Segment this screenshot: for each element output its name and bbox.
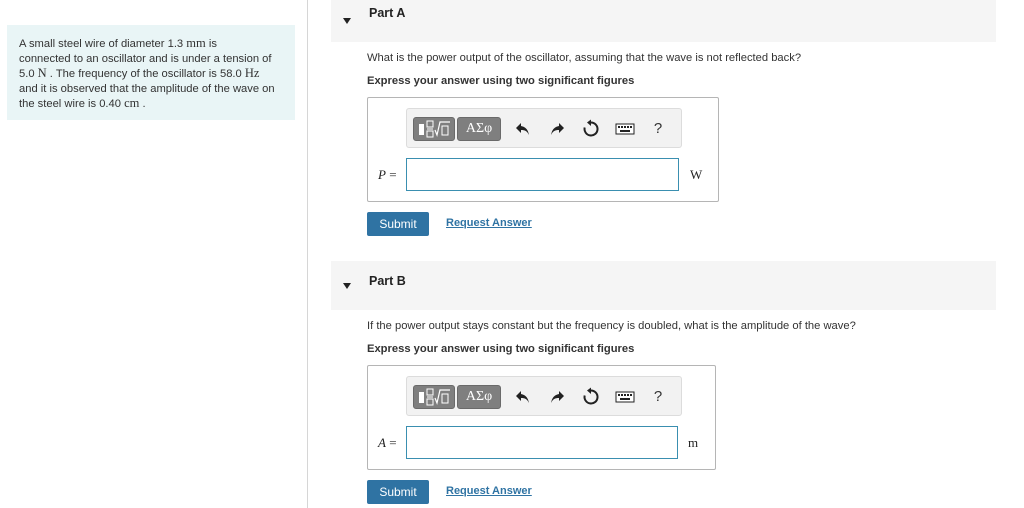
part-a-answer-box bbox=[367, 97, 719, 202]
variable-label: P = bbox=[378, 167, 397, 182]
template-button[interactable] bbox=[413, 385, 455, 409]
reset-icon[interactable] bbox=[581, 119, 601, 139]
unit-label: W bbox=[690, 167, 703, 182]
problem-line-4: and it is observed that the amplitude of the wave on bbox=[19, 82, 275, 95]
answer-input[interactable] bbox=[406, 158, 679, 191]
unit-mm: mm bbox=[186, 36, 206, 50]
request-answer-link[interactable]: Request Answer bbox=[446, 485, 532, 497]
part-b-question: If the power output stays constant but the frequency is doubled, what is the amplitude of the wave? bbox=[367, 320, 856, 332]
unit-cm: cm bbox=[124, 96, 140, 111]
math-toolbar bbox=[406, 376, 682, 416]
problem-line-1: A small steel wire of diameter 1.3 mm is bbox=[19, 36, 217, 50]
fraction-sqrt-icon bbox=[414, 386, 454, 408]
keyboard-icon[interactable] bbox=[615, 119, 635, 139]
collapse-caret-icon[interactable] bbox=[343, 283, 351, 289]
collapse-caret-icon[interactable] bbox=[343, 18, 351, 24]
undo-icon[interactable] bbox=[513, 119, 533, 139]
submit-button[interactable]: Submit bbox=[367, 480, 429, 504]
part-a-instruction: Express your answer using two significant figures bbox=[367, 75, 635, 87]
submit-button[interactable]: Submit bbox=[367, 212, 429, 236]
part-a-question: What is the power output of the oscillator, assuming that the wave is not reflected back? bbox=[367, 52, 802, 64]
part-b-instruction: Express your answer using two significant figures bbox=[367, 343, 635, 355]
part-b-answer-box bbox=[367, 365, 716, 470]
greek-symbols-button[interactable]: ΑΣφ bbox=[457, 385, 501, 409]
variable-label: A = bbox=[378, 435, 397, 450]
part-a-title: Part A bbox=[369, 6, 406, 20]
unit-label: m bbox=[688, 435, 699, 450]
fraction-sqrt-icon bbox=[414, 118, 454, 140]
template-button[interactable] bbox=[413, 117, 455, 141]
problem-statement bbox=[7, 25, 295, 120]
greek-symbols-button[interactable]: ΑΣφ bbox=[457, 117, 501, 141]
keyboard-icon[interactable] bbox=[615, 387, 635, 407]
problem-line-3: 5.0 N . The frequency of the oscillator is 58.0 Hz bbox=[19, 66, 260, 81]
redo-icon[interactable] bbox=[547, 119, 567, 139]
reset-icon[interactable] bbox=[581, 387, 601, 407]
help-button[interactable]: ? bbox=[653, 388, 663, 405]
undo-icon[interactable] bbox=[513, 387, 533, 407]
part-b-header[interactable] bbox=[331, 261, 996, 310]
part-a-header[interactable] bbox=[331, 0, 996, 42]
problem-line-5: the steel wire is 0.40 cm . bbox=[19, 96, 146, 111]
part-b-title: Part B bbox=[369, 274, 406, 288]
math-toolbar bbox=[406, 108, 682, 148]
answer-input[interactable] bbox=[406, 426, 678, 459]
unit-hz: Hz bbox=[244, 66, 260, 81]
request-answer-link[interactable]: Request Answer bbox=[446, 217, 532, 229]
help-button[interactable]: ? bbox=[653, 120, 663, 137]
unit-n: N bbox=[37, 66, 47, 81]
problem-line-2: connected to an oscillator and is under a tension of bbox=[19, 52, 272, 65]
column-divider bbox=[307, 0, 308, 508]
redo-icon[interactable] bbox=[547, 387, 567, 407]
